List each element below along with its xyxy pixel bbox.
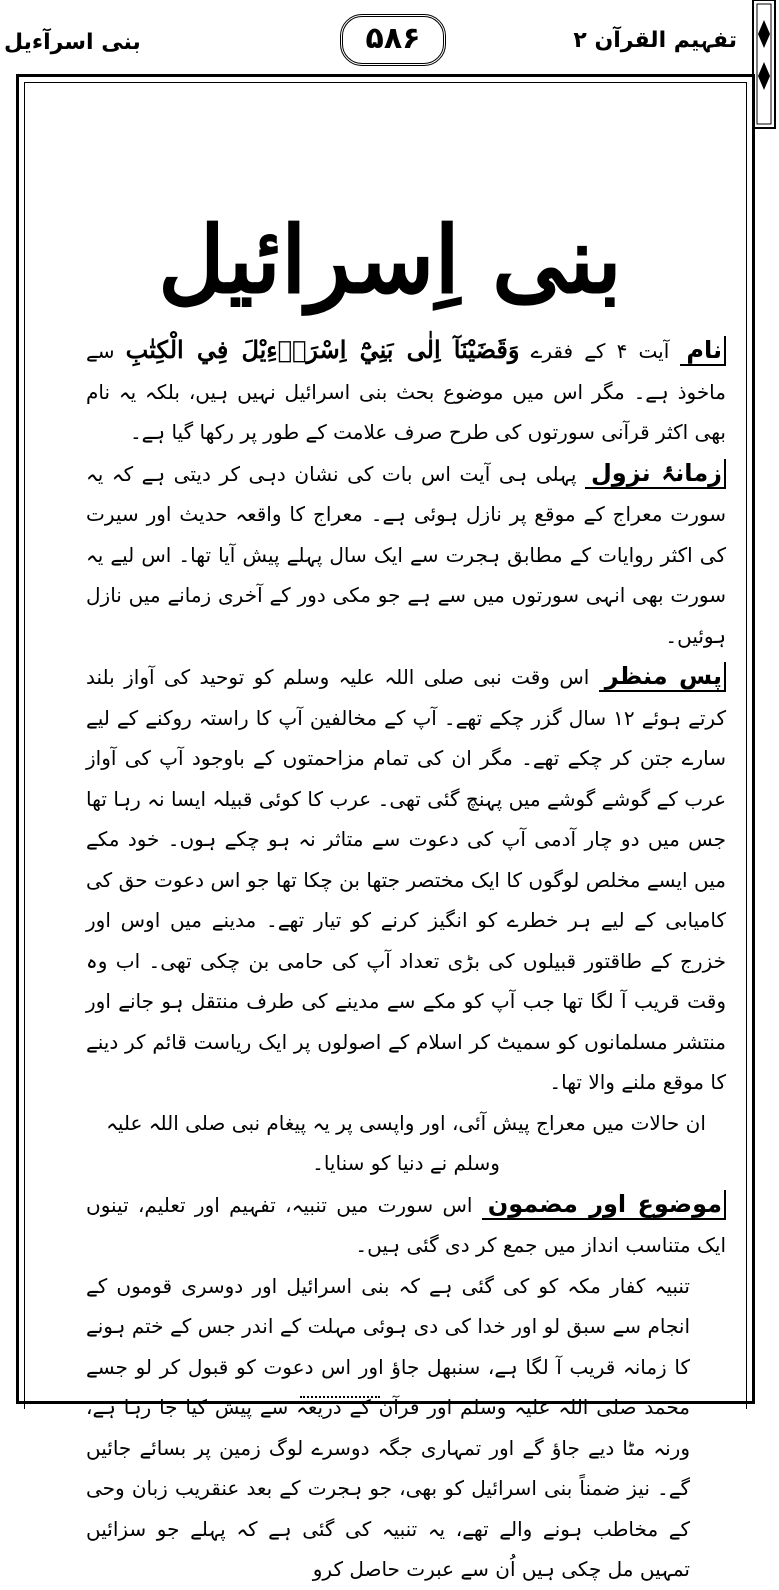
section-label-revelation: زمانۂ نزول: [585, 459, 726, 489]
section-label-subject: موضوع اور مضمون: [482, 1190, 726, 1220]
section-name: [86, 330, 726, 453]
surah-title: بنی اِسرائیل: [157, 206, 623, 314]
subject-text: اس سورت میں تنبیہ، تفہیم اور تعلیم، تینوں ایک متناسب انداز میں جمع کر دی گئی ہیں۔: [86, 1192, 726, 1257]
footer-divider: [300, 1396, 380, 1402]
name-text-before: آیت ۴ کے فقرے: [530, 339, 670, 363]
name-text-after: سے ماخوذ ہے۔ مگر اس میں موضوع بحث بنی اسرائیل نہیں ہیں، بلکہ یہ نام بھی اکثر قرآنی سورتوں کی طرح صرف علامت کے طور پر رکھا گیا ہے۔: [86, 339, 726, 444]
section-background: [86, 656, 726, 1103]
background-text: اس وقت نبی صلی اللہ علیہ وسلم کو توحید کی آواز بلند کرتے ہوئے ۱۲ سال گزر چکے تھے۔ آپ کے مخالفین آپ کا راستہ روکنے کے لیے سارے جتن کر چکے تھے۔ مگر ان کی تمام مزاحمتوں کے باوجود آپ کی آواز عرب کے گوشے گوشے میں پہنچ گئی تھی۔ عرب کا کوئی قبیلہ ایسا نہ رہا تھا جس میں دو چار آدمی آپ کی دعوت سے متاثر نہ ہو چکے ہوں۔ خود مکے میں ایسے مخلص لوگوں کا ایک مختصر جتھا بن چکا تھا جو اس دعوت حق کی کامیابی کے لیے ہر خطرے کو انگیز کرنے کو تیار تھے۔ مدینے میں اوس اور خزرج کے طاقتور قبیلوں کی بڑی تعداد آپ کی حامی بن چکی تھی۔ اب وہ وقت قریب آ لگا تھا جب آپ کو مکے سے مدینے کی طرف منتقل ہو جانے اور منتشر مسلمانوں کو سمیٹ کر اسلام کے اصولوں پر ایک ریاست قائم کر دینے کا موقع ملنے والا تھا۔: [86, 665, 726, 1094]
section-subject: [86, 1184, 726, 1266]
page-number-badge: ۵۸۶: [340, 14, 446, 66]
header-book-title: تفہیم القرآن ۲: [573, 28, 737, 53]
header-surah-title: بنی اسرآءیل: [4, 30, 141, 55]
section-label-name: نام: [680, 336, 726, 366]
revelation-text: پہلی ہی آیت اس بات کی نشان دہی کر دیتی ہے کہ یہ سورت معراج کے موقع پر نازل ہوئی ہے۔ معراج کا واقعہ حدیث اور سیرت کی اکثر روایات کے مطابق ہجرت سے ایک سال پہلے پیش آیا تھا۔ اس لیے یہ سورت بھی انہی سورتوں میں سے ہے جو مکی دور کے آخری زمانے میں نازل ہوئیں۔: [86, 461, 726, 648]
section-label-background: پس منظر: [599, 662, 726, 692]
ayah-quote: وَقَضَيْنَآ اِلٰى بَنِيْٓ اِسْرَاۗءِيْلَ فِي الْكِتٰبِ: [125, 335, 520, 364]
background-continuation: ان حالات میں معراج پیش آئی، اور واپسی پر یہ پیغام نبی صلی اللہ علیہ وسلم نے دنیا کو سنایا۔: [106, 1110, 706, 1175]
page-body: [86, 330, 726, 1590]
subject-paragraph-2: تنبیہ کفار مکہ کو کی گئی ہے کہ بنی اسرائیل اور دوسری قوموں کے انجام سے سبق لو اور خدا کی دی ہوئی مہلت کے اندر جس کے ختم ہونے کا زمانہ قریب آ لگا ہے، سنبھل جاؤ اور اس دعوت کو قبول کر لو جسے محمد صلی اللہ علیہ وسلم اور قرآن کے ذریعہ سے پیش کیا جا رہا ہے، ورنہ مٹا دیے جاؤ گے اور تمہاری جگہ دوسرے لوگ زمین پر بسائے جائیں گے۔ نیز ضمناً بنی اسرائیل کو بھی، جو ہجرت کے بعد عنقریب زبان وحی کے مخاطب ہونے والے تھے، یہ تنبیہ کی گئی ہے کہ پہلے جو سزائیں تمہیں مل چکی ہیں اُن سے عبرت حاصل کرو: [86, 1273, 690, 1581]
section-revelation: [86, 453, 726, 657]
running-header: [0, 0, 779, 72]
